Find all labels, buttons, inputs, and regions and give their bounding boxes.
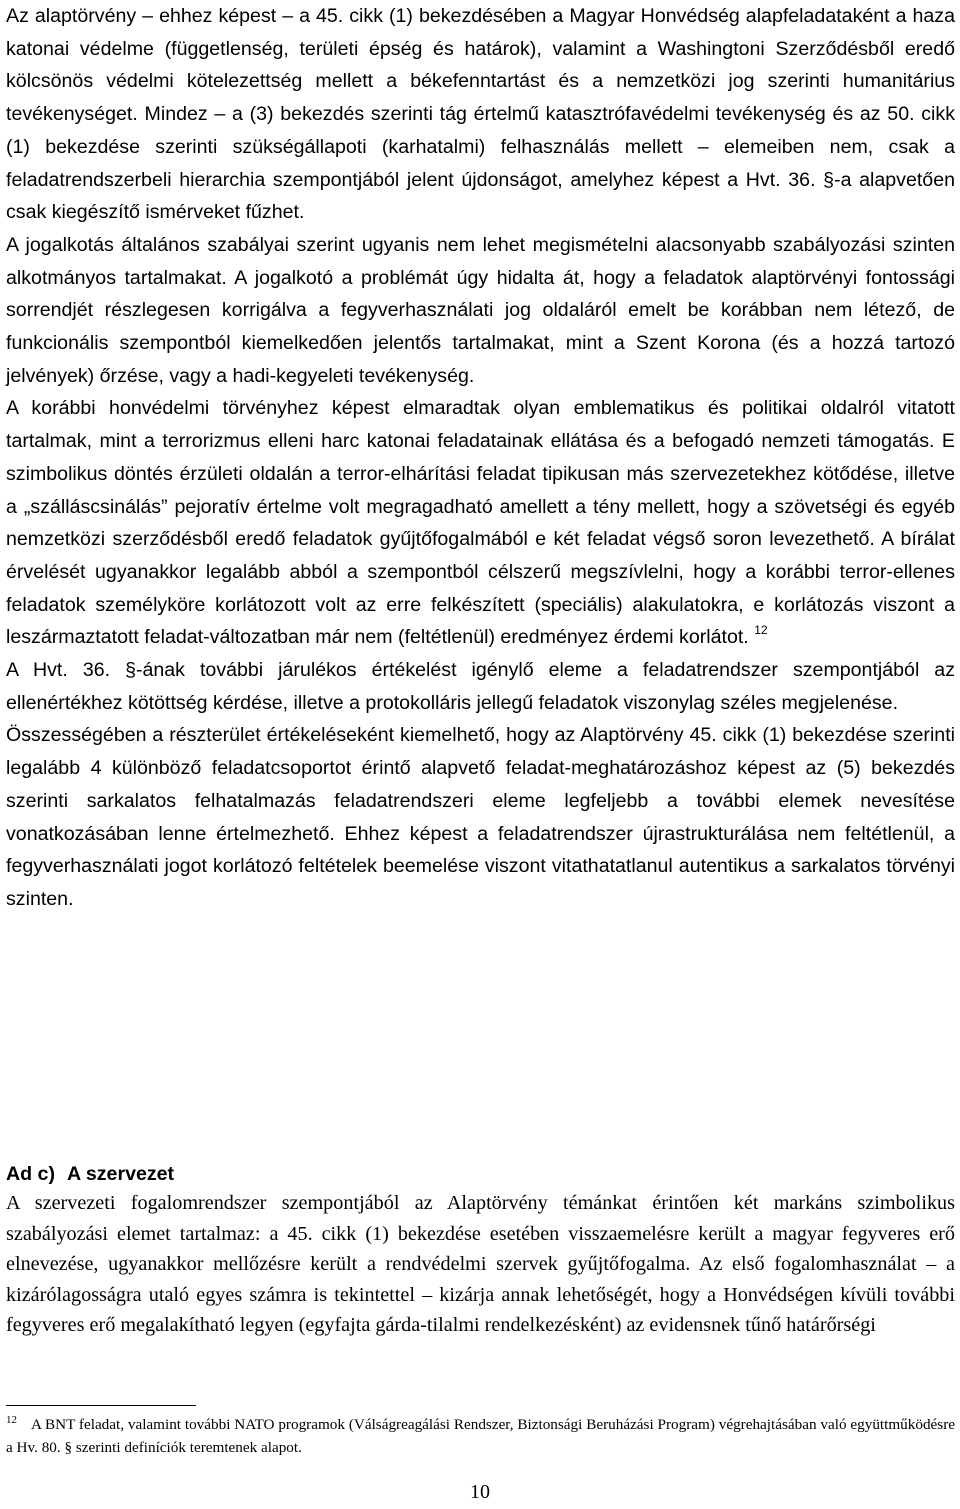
section-title: A szervezet	[66, 1163, 175, 1185]
body-text	[6, 0, 955, 916]
section-number: Ad c)	[6, 1163, 55, 1185]
paragraph-5: Összességében a részterület értékeléseként kiemelhető, hogy az Alaptörvény 45. cikk (1) bekezdése szerinti legalább 4 különböző feladatcsoportot érintő alapvető feladat-meghatározáshoz képest az (5) bekezdés szerinti sarkalatos felhatalmazás feladatrendszeri eleme legfeljebb a további elemek nevesítése vonatkozásában lenne értelmezhető. Ehhez képest a feladatrendszer újrastrukturálása nem feltétlenül, a fegyverhasználati jogot korlátozó feltételek beemelése viszont vitathatatlanul autentikus a sarkalatos törvényi szinten.	[6, 724, 955, 910]
paragraph-3	[6, 392, 955, 654]
paragraph-3-text: A korábbi honvédelmi törvényhez képest elmaradtak olyan emblematikus és politikai oldalról vitatott tartalmak, mint a terrorizmus elleni harc katonai feladatainak ellátása és a befogadó nemzeti támogatás. E szimbolikus döntés érzületi oldalán a terror-elhárítási feladat tipikusan más szervezetekhez kötődése, illetve a „szálláscsinálás” pejoratív értelme volt megragadható amellett a tény mellett, hogy a szövetségi és egyéb nemzetközi szerződésből eredő feladatok gyűjtőfogalmából e két feladat végső soron levezethető. A bírálat érvelését ugyanakkor legalább abból a szempontból célszerű megszívlelni, hogy a korábbi terror-ellenes feladatok személyköre korlátozott volt az erre felkészített (speciális) alakulatokra, e korlátozás viszont a leszármaztatott feladat-változatban már nem (feltétlenül) eredményez érdemi korlátot.	[6, 397, 955, 649]
section-paragraph: A szervezeti fogalomrendszer szempontjából az Alaptörvény témánkat érintően két markáns szimbolikus szabályozási elemet tartalmaz: a 45. cikk (1) bekezdése esetében visszaemelésre került a magyar fegyveres erő elnevezése, ugyanakkor mellőzésre került a rendvédelmi szervek gyűjtőfogalma. Az első fogalomhasználat – a kizárólagosságra utaló egyes számra is tekintettel – kizárja annak lehetőségét, hogy a Honvédségen kívüli további fegyveres erő megalakítható legyen (egyfajta gárda-tilalmi rendelkezésként) az evidensnek tűnő határőrségi	[6, 1192, 955, 1336]
section-heading	[6, 1158, 955, 1190]
footnote-text: A BNT feladat, valamint további NATO programok (Válságreagálási Rendszer, Biztonsági Beruházási Program) végrehajtásában való együttműködésre a Hv. 80. § szerinti definíciók teremtenek alapot.	[6, 1416, 955, 1456]
paragraph-2: A jogalkotás általános szabályai szerint ugyanis nem lehet megismételni alacsonyabb szabályozási szinten alkotmányos tartalmakat. A jogalkotó a problémát úgy hidalta át, hogy a feladatok alaptörvényi fontossági sorrendjét részlegesen korrigálva a fegyverhasználati jog oldaláról emelt be korábban nem létező, de funkcionális szempontból kiemelkedően jelentős tartalmakat, mint a Szent Korona (és a hozzá tartozó jelvények) őrzése, vagy a hadi-kegyeleti tevékenység.	[6, 233, 955, 387]
paragraph-4: A Hvt. 36. §-ának további járulékos értékelést igénylő eleme a feladatrendszer szempontjából az ellenértékhez kötöttség kérdése, illetve a protokolláris jellegű feladatok viszonylag széles megjelenése.	[6, 659, 955, 714]
footnote	[6, 1414, 955, 1459]
footnote-divider	[6, 1405, 196, 1406]
section-body	[6, 1188, 955, 1341]
page-number: 10	[470, 1481, 490, 1503]
footnote-number: 12	[6, 1414, 17, 1426]
paragraph-1: Az alaptörvény – ehhez képest – a 45. cikk (1) bekezdésében a Magyar Honvédség alapfeladataként a haza katonai védelme (függetlenség, területi épség és határok), valamint a Washingtoni Szerződésből eredő kölcsönös védelmi kötelezettség mellett a békefenntartást és a nemzetközi jog szerinti humanitárius tevékenységet. Mindez – a (3) bekezdés szerinti tág értelmű katasztrófavédelmi tevékenység és az 50. cikk (1) bekezdése szerinti szükségállapoti (karhatalmi) felhasználás mellett – elemeiben nem, csak a feladatrendszerbeli hierarchia szempontjából jelent újdonságot, amelyhez képest a Hvt. 36. §-a alapvetően csak kiegészítő ismérveket fűzhet.	[6, 5, 955, 224]
footnote-reference[interactable]: 12	[754, 623, 768, 638]
